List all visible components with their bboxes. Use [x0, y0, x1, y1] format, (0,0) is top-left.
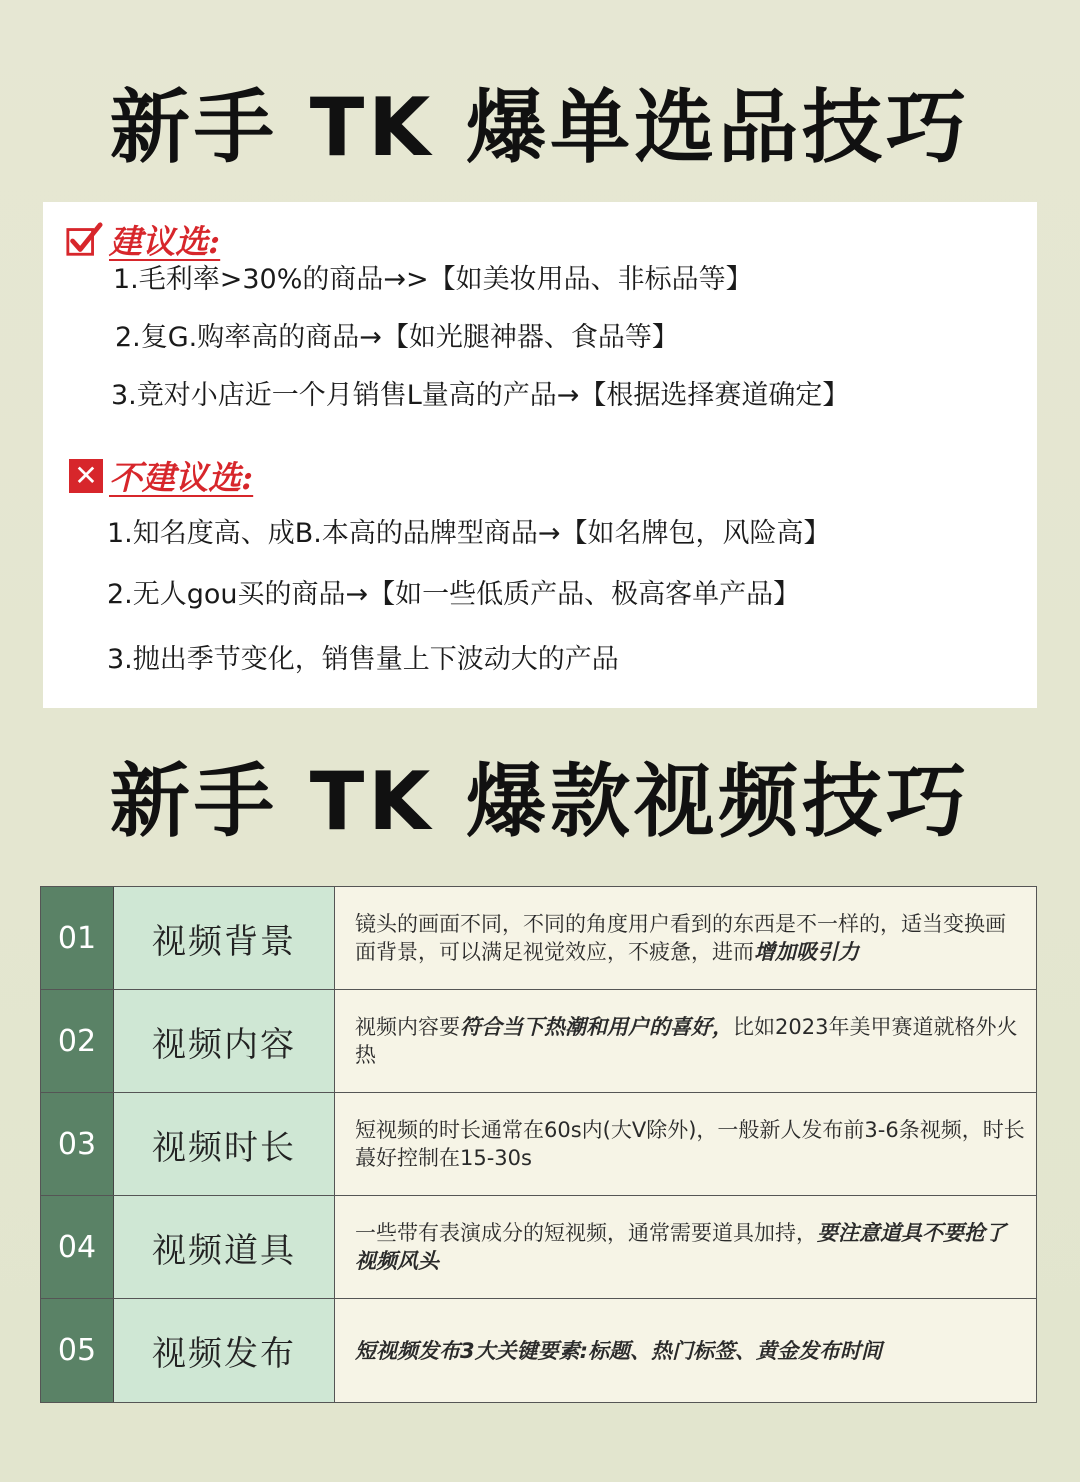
row-number: 05	[41, 1299, 114, 1402]
table-row	[41, 990, 1036, 1093]
cross-box-icon: ✕	[69, 459, 103, 493]
row-number: 01	[41, 887, 114, 989]
row-number: 04	[41, 1196, 114, 1298]
row-number: 03	[41, 1093, 114, 1195]
recommended-item: 2.复G.购率高的商品→【如光腿神器、食品等】	[115, 322, 679, 353]
not-recommended-item: 1.知名度高、成B.本高的品牌型商品→【如名牌包，风险高】	[107, 518, 831, 549]
row-name: 视频内容	[114, 990, 335, 1092]
row-number: 02	[41, 990, 114, 1092]
row-description: 短视频发布3大关键要素:标题、热门标签、黄金发布时间	[335, 1299, 1036, 1402]
selection-title: 新手 TK 爆单选品技巧	[109, 81, 971, 174]
recommended-item: 3.竞对小店近一个月销售L量高的产品→【根据选择赛道确定】	[111, 380, 850, 411]
table-row	[41, 1196, 1036, 1299]
video-tips-table	[40, 886, 1037, 1403]
checkbox-checked-icon	[65, 221, 103, 259]
not-recommended-item: 2.无人gou买的商品→【如一些低质产品、极高客单产品】	[107, 579, 801, 610]
not-recommended-header	[69, 452, 253, 499]
table-row	[41, 1299, 1036, 1402]
row-name: 视频时长	[114, 1093, 335, 1195]
row-name: 视频背景	[114, 887, 335, 989]
recommended-item: 1.毛利率>30%的商品→>【如美妆用品、非标品等】	[113, 264, 753, 295]
not-recommended-item: 3.抛出季节变化，销售量上下波动大的产品	[107, 644, 619, 675]
table-row	[41, 887, 1036, 990]
video-title: 新手 TK 爆款视频技巧	[109, 755, 971, 848]
not-recommended-label: 不建议选:	[109, 458, 254, 497]
row-name: 视频道具	[114, 1196, 335, 1298]
row-description: 视频内容要符合当下热潮和用户的喜好，比如2023年美甲赛道就格外火热	[335, 990, 1036, 1092]
row-description: 短视频的时长通常在60s内(大V除外)，一般新人发布前3-6条视频，时长蕞好控制在15-30s	[335, 1093, 1036, 1195]
recommended-label: 建议选:	[109, 222, 221, 261]
recommended-header	[65, 216, 220, 263]
row-description: 镜头的画面不同，不同的角度用户看到的东西是不一样的，适当变换画面背景，可以满足视觉效应，不疲惫，进而增加吸引力	[335, 887, 1036, 989]
selection-card	[43, 202, 1037, 708]
row-name: 视频发布	[114, 1299, 335, 1402]
row-description: 一些带有表演成分的短视频，通常需要道具加持，要注意道具不要抢了视频风头	[335, 1196, 1036, 1298]
table-row	[41, 1093, 1036, 1196]
